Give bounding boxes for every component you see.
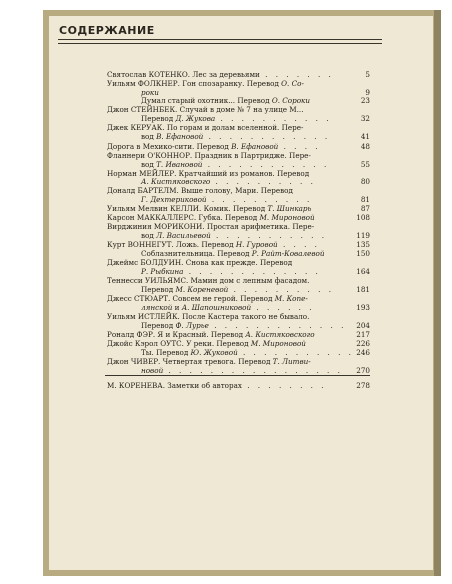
toc-entry-em: В. Ефановой	[231, 142, 279, 151]
toc-entry-em: М. Мироновой	[259, 213, 315, 222]
toc-entry-text: Джойс Кэрол ОУТС. У реки. Перевод	[107, 339, 251, 348]
toc-page-number: 119	[356, 231, 370, 240]
toc-entry-text: Уильям ФОЛКНЕР. Гон спозаранку. Перевод	[107, 79, 282, 88]
toc-entry-dots: . . . . . . . . . . . . . . . . .	[163, 366, 343, 375]
toc-entry	[107, 205, 340, 213]
toc-entry-dots: . . . .	[277, 240, 320, 249]
toc-entry-dots: . . . . . . . . . .	[210, 177, 316, 186]
toc-page-number: 246	[356, 348, 370, 357]
toc-page-number: 32	[360, 114, 370, 123]
toc-entry	[141, 115, 340, 123]
toc-entry	[107, 295, 340, 303]
toc-entry	[141, 178, 340, 186]
toc-entry-em: М. Копе-	[274, 294, 308, 303]
toc-page-number: 48	[360, 142, 370, 151]
toc-entry	[107, 358, 340, 366]
toc-entry-text: Джон ЧИВЕР. Четвертая тревога. Перевод	[107, 357, 273, 366]
toc-entry-em: роки	[141, 88, 159, 97]
toc-entry	[141, 250, 340, 258]
toc-page-number: 5	[365, 70, 370, 79]
toc-entry	[141, 366, 343, 375]
toc-entry	[107, 259, 340, 267]
toc-entry-em: Р. Райт-Ковалевой	[251, 249, 325, 258]
toc-page-number: 23	[360, 96, 370, 105]
toc-entry-text: Соблазнительница. Перевод	[141, 249, 252, 258]
toc-entry	[141, 268, 340, 276]
binding-strip	[434, 10, 441, 576]
toc-entry-text: Вирджиния МОРИКОНИ. Простая арифметика. Пере-	[107, 222, 315, 231]
toc-page-number: 9	[365, 88, 370, 97]
toc-entry	[107, 277, 340, 285]
toc-entry	[141, 321, 347, 330]
toc-entry	[107, 124, 340, 132]
toc-entry-text: Святослав КОТЕНКО. Лес за деревьями	[107, 70, 260, 79]
toc-entry-em: новой	[141, 366, 164, 375]
toc-entry	[141, 304, 340, 312]
toc-page-number: 217	[356, 330, 370, 339]
toc-entry-em: О. Со-	[281, 79, 304, 88]
toc-entry-em: Т. Шинкарь	[267, 204, 312, 213]
toc-entry	[107, 187, 340, 195]
toc-entry-text: Перевод	[141, 285, 176, 294]
toc-entry	[107, 340, 340, 348]
toc-entry-em: М. Мироновой	[250, 339, 306, 348]
toc-entry-dots: . . . . . . . . . .	[206, 195, 313, 204]
toc-entry-dots: . . . . . . . . . . . . .	[183, 267, 321, 276]
toc-entry-text: вод	[141, 231, 157, 240]
toc-entry-text: Уильям Мелвин КЕЛЛИ. Комик. Перевод	[107, 204, 268, 213]
section-divider	[105, 375, 370, 376]
toc-page-number: 80	[360, 177, 370, 186]
toc-entry-em2: А. Шапошниковой	[181, 303, 252, 312]
toc-entry-text: Джек КЕРУАК. По горам и долам вселенной. Пере-	[107, 123, 304, 132]
toc-entry-text: Карсон МАККАЛЛЕРС. Губка. Перевод	[107, 213, 260, 222]
toc-entry	[107, 152, 340, 160]
toc-entry-em: А. Кистяковского	[245, 330, 315, 339]
toc-entry-em: Т. Ивановой	[156, 160, 203, 169]
toc-entry-em: Д. Жукова	[175, 114, 216, 123]
title-rule-upper	[58, 39, 382, 40]
toc-entry-text: Доналд БАРТЕЛМ. Выше голову, Мари. Перевод	[107, 186, 293, 195]
toc-entry-text: вод	[141, 160, 157, 169]
toc-entry	[107, 382, 340, 390]
toc-entry	[141, 348, 354, 357]
toc-page-number: 164	[356, 267, 370, 276]
toc-page-number: 226	[356, 339, 370, 348]
toc-page-number: 278	[356, 381, 370, 390]
toc-entry	[141, 97, 340, 105]
toc-entry-text: Теннесси УИЛЬЯМС. Мамин дом с лепным фасадом.	[107, 276, 310, 285]
toc-page-number: 150	[356, 249, 370, 258]
toc-entry	[107, 71, 340, 79]
toc-entry-dots: . . . . . . . . . . . .	[203, 132, 331, 141]
toc-entry-text: Курт ВОННЕГУТ. Ложь. Перевод	[107, 240, 236, 249]
toc-entry-text: Дорога в Мехико-сити. Перевод	[107, 142, 232, 151]
toc-page-number: 193	[356, 303, 370, 312]
toc-entry-text: Роналд ФЭР. Я и Красный. Перевод	[107, 330, 246, 339]
toc-entry-dots: . . . . . . . . . . . .	[202, 160, 330, 169]
toc-entry-dots: . . . . . .	[251, 303, 315, 312]
toc-entry	[107, 331, 340, 339]
toc-entry	[141, 196, 340, 204]
toc-entry-dots: . . . . . . . . . . . . .	[208, 321, 347, 330]
toc-entry-text: Фланнери О'КОННОР. Праздник в Партридже. Пере-	[107, 151, 311, 160]
toc-page-number: 135	[356, 240, 370, 249]
toc-entry	[107, 223, 340, 231]
toc-entry-text: Уильям ИСТЛЕЙК. После Кастера такого не бывало.	[107, 312, 310, 321]
toc-entry-text2: и	[172, 303, 182, 312]
toc-entry-text: Джеймс БОЛДУИН. Снова как прежде. Перевод	[107, 258, 293, 267]
toc-entry-em: Л. Васильевой	[156, 231, 211, 240]
toc-entry-text: Перевод	[141, 114, 176, 123]
toc-entry	[107, 143, 340, 151]
toc-entry	[107, 106, 340, 114]
toc-entry-dots: . . . . . . . .	[241, 381, 327, 390]
toc-entry-dots: . . . . . . . . . .	[228, 285, 334, 294]
toc-page-number: 81	[360, 195, 370, 204]
toc-entry-em: Р. Рыбкина	[141, 267, 184, 276]
toc-entry-em: О. Сороки	[271, 96, 310, 105]
toc-entry-em: Г. Дехтериковой	[141, 195, 207, 204]
page-title: СОДЕРЖАНИЕ	[59, 24, 155, 37]
toc-entry	[107, 214, 340, 222]
title-rule-lower	[58, 43, 382, 44]
toc-page-number: 87	[360, 204, 370, 213]
toc-entry	[141, 286, 340, 294]
toc-page-number: 108	[356, 213, 370, 222]
toc-entry-em: Н. Гуровой	[235, 240, 278, 249]
toc-entry	[141, 133, 340, 141]
toc-entry-em: лянской	[141, 303, 173, 312]
toc-page-number: 181	[356, 285, 370, 294]
toc-entry-dots: . . . .	[278, 142, 321, 151]
toc-page-number: 204	[356, 321, 370, 330]
toc-entry	[141, 232, 340, 240]
toc-entry-text: Норман МЕЙЛЕР. Кратчайший из романов. Перевод	[107, 169, 310, 178]
toc-entry	[141, 161, 340, 169]
toc-entry-dots: . . . . . . . . . . .	[215, 114, 332, 123]
toc-entry-dots: . . . . . . . . . . .	[237, 348, 354, 357]
toc-entry-text: Джон СТЕЙНБЕК. Случай в доме № 7 на улице М...	[107, 105, 304, 114]
toc-entry-text: Думал старый охотник... Перевод	[141, 96, 272, 105]
toc-entry	[107, 241, 340, 249]
toc-entry-text: вод	[141, 132, 157, 141]
toc-entry-em: В. Ефановой	[156, 132, 204, 141]
toc-entry-text: Ты. Перевод	[141, 348, 191, 357]
toc-page-number: 270	[356, 366, 370, 375]
toc-entry-dots: . . . . . . . . . . .	[210, 231, 328, 240]
toc-entry-dots: . . . . . . .	[259, 70, 334, 79]
toc-page-number: 41	[360, 132, 370, 141]
toc-entry-text: М. КОРЕНЕВА. Заметки об авторах	[107, 381, 242, 390]
toc-entry-em: Ю. Жуковой	[190, 348, 238, 357]
toc-entry-text: Джесс СТЮАРТ. Совсем не герой. Перевод	[107, 294, 275, 303]
toc-entry-em: М. Кореневой	[175, 285, 229, 294]
toc-page-number: 55	[360, 160, 370, 169]
toc-entry-em: А. Кистяковского	[141, 177, 211, 186]
toc-entry-text: Перевод	[141, 321, 176, 330]
toc-entry-em: Т. Литви-	[272, 357, 311, 366]
toc-entry	[107, 313, 340, 321]
toc-entry-em: Ф. Лурье	[175, 321, 209, 330]
toc-entry	[107, 80, 340, 88]
